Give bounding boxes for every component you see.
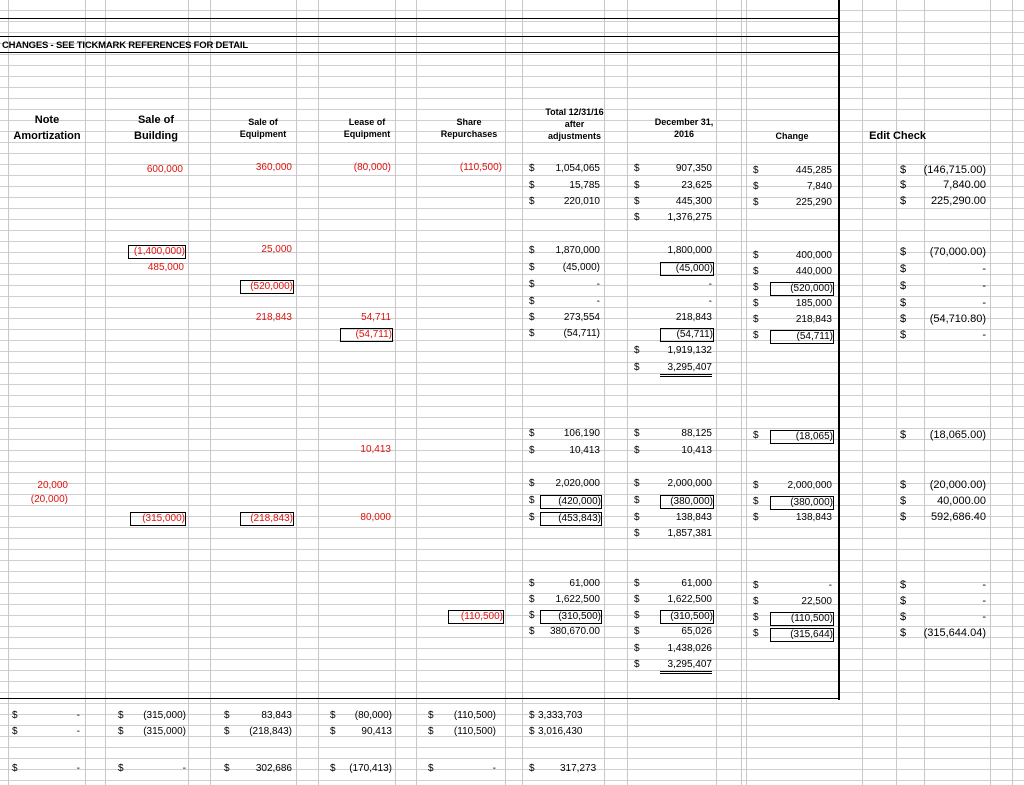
- cell-value[interactable]: 400,000: [795, 250, 832, 261]
- edit-check-currency[interactable]: $: [900, 246, 907, 258]
- edit-check-value[interactable]: 592,686.40: [930, 511, 986, 523]
- cell-value[interactable]: -: [76, 726, 80, 737]
- currency-symbol[interactable]: $: [529, 279, 535, 290]
- cell-value[interactable]: (315,000): [143, 726, 186, 737]
- cell-value[interactable]: 25,000: [261, 244, 292, 255]
- grid-line: [1012, 0, 1013, 785]
- currency-symbol[interactable]: $: [634, 428, 640, 439]
- edit-check-currency[interactable]: $: [900, 511, 907, 523]
- cell-value[interactable]: -: [708, 279, 712, 290]
- edit-check-value[interactable]: (20,000.00): [929, 479, 986, 491]
- cell-value[interactable]: (380,000): [770, 496, 834, 510]
- currency-symbol[interactable]: $: [529, 726, 535, 737]
- cell-value[interactable]: -: [828, 580, 832, 591]
- currency-symbol[interactable]: $: [634, 362, 640, 373]
- edit-check-currency[interactable]: $: [900, 164, 907, 176]
- edit-check-currency[interactable]: $: [900, 479, 907, 491]
- edit-check-currency[interactable]: $: [900, 611, 907, 623]
- cell-value[interactable]: 1,622,500: [555, 594, 600, 605]
- currency-symbol[interactable]: $: [634, 610, 640, 621]
- currency-symbol[interactable]: $: [529, 328, 535, 339]
- cell-value[interactable]: 1,857,381: [667, 528, 712, 539]
- grid-line: [746, 0, 747, 785]
- currency-symbol[interactable]: $: [428, 710, 434, 721]
- currency-symbol[interactable]: $: [753, 596, 759, 607]
- cell-value[interactable]: 88,125: [681, 428, 712, 439]
- column-border: [838, 0, 840, 700]
- cell-value[interactable]: 907,350: [675, 163, 712, 174]
- currency-symbol[interactable]: $: [529, 245, 535, 256]
- cell-value[interactable]: 2,000,000: [667, 478, 712, 489]
- currency-symbol[interactable]: $: [753, 496, 759, 507]
- header-sale-of-equipment[interactable]: [210, 116, 316, 140]
- currency-symbol[interactable]: $: [529, 512, 535, 523]
- cell-value[interactable]: 1,870,000: [555, 245, 600, 256]
- cell-value[interactable]: 10,413: [681, 445, 712, 456]
- cell-value[interactable]: 138,843: [675, 512, 712, 523]
- grid-line: [896, 0, 897, 785]
- cell-value[interactable]: 273,554: [563, 312, 600, 323]
- edit-check-value[interactable]: 225,290.00: [930, 195, 986, 207]
- edit-check-currency[interactable]: $: [900, 595, 907, 607]
- currency-symbol[interactable]: $: [529, 763, 535, 774]
- edit-check-value[interactable]: -: [982, 595, 986, 607]
- cell-value[interactable]: 440,000: [795, 266, 832, 277]
- edit-check-currency[interactable]: $: [900, 429, 907, 441]
- currency-symbol[interactable]: $: [529, 196, 535, 207]
- cell-value[interactable]: 485,000: [147, 262, 184, 273]
- currency-symbol[interactable]: $: [753, 266, 759, 277]
- header-edit-check[interactable]: [862, 128, 926, 144]
- header-label: Sale of Equipment: [239, 117, 287, 139]
- cell-value[interactable]: 218,843: [795, 314, 832, 325]
- grid-line: [862, 0, 863, 785]
- border-line: [0, 18, 838, 19]
- currency-symbol[interactable]: $: [529, 478, 535, 489]
- cell-value[interactable]: (110,500): [770, 612, 834, 626]
- header-label: Note Amortization: [13, 114, 81, 142]
- cell-value[interactable]: 218,843: [675, 312, 712, 323]
- currency-symbol[interactable]: $: [529, 710, 535, 721]
- currency-symbol[interactable]: $: [753, 430, 759, 441]
- cell-value[interactable]: -: [596, 296, 600, 307]
- edit-check-currency[interactable]: $: [900, 195, 907, 207]
- currency-symbol[interactable]: $: [634, 626, 640, 637]
- cell-value[interactable]: (45,000): [562, 262, 600, 273]
- currency-symbol[interactable]: $: [753, 298, 759, 309]
- edit-check-currency[interactable]: $: [900, 179, 907, 191]
- cell-value[interactable]: 218,843: [255, 312, 292, 323]
- header-label: Lease of Equipment: [343, 117, 391, 139]
- header-note-amortization[interactable]: [8, 112, 86, 144]
- currency-symbol[interactable]: $: [224, 763, 230, 774]
- grid-line: [924, 0, 925, 785]
- cell-value[interactable]: 3,333,703: [538, 710, 583, 721]
- cell-value[interactable]: 317,273: [560, 763, 597, 774]
- cell-value[interactable]: 80,000: [360, 512, 391, 523]
- currency-symbol[interactable]: $: [634, 478, 640, 489]
- border-line: [0, 36, 838, 37]
- currency-symbol[interactable]: $: [753, 480, 759, 491]
- currency-symbol[interactable]: $: [529, 495, 535, 506]
- edit-check-value[interactable]: 7,840.00: [943, 179, 986, 191]
- cell-value[interactable]: 445,285: [795, 165, 832, 176]
- cell-value[interactable]: 7,840: [806, 181, 832, 192]
- cell-value[interactable]: 360,000: [255, 162, 292, 173]
- currency-symbol[interactable]: $: [753, 330, 759, 341]
- edit-check-value[interactable]: (146,715.00): [923, 164, 986, 176]
- cell-value[interactable]: (170,413): [349, 763, 392, 774]
- currency-symbol[interactable]: $: [330, 710, 336, 721]
- cell-value[interactable]: (310,500): [660, 610, 714, 624]
- header-label: Change: [775, 131, 809, 141]
- cell-value[interactable]: 83,843: [261, 710, 292, 721]
- currency-symbol[interactable]: $: [529, 428, 535, 439]
- header-label: December 31, 2016: [654, 117, 714, 139]
- cell-value[interactable]: 61,000: [681, 578, 712, 589]
- currency-symbol[interactable]: $: [753, 314, 759, 325]
- cell-value[interactable]: (110,500): [459, 162, 502, 173]
- cell-value[interactable]: (453,843): [540, 512, 602, 526]
- currency-symbol[interactable]: $: [529, 180, 535, 191]
- edit-check-value[interactable]: (315,644.04): [923, 627, 986, 639]
- edit-check-value[interactable]: (18,065.00): [929, 429, 986, 441]
- cell-value[interactable]: 23,625: [681, 180, 712, 191]
- cell-value[interactable]: (218,843): [240, 512, 294, 526]
- currency-symbol[interactable]: $: [428, 763, 434, 774]
- currency-symbol[interactable]: $: [529, 578, 535, 589]
- cell-value[interactable]: 20,000: [37, 480, 68, 491]
- currency-symbol[interactable]: $: [12, 726, 18, 737]
- border-line: [0, 698, 838, 699]
- sheet-title: CHANGES - SEE TICKMARK REFERENCES FOR DETAIL: [2, 40, 248, 51]
- cell-value[interactable]: 10,413: [360, 444, 391, 455]
- edit-check-currency[interactable]: $: [900, 495, 907, 507]
- header-sale-of-building[interactable]: [105, 112, 207, 144]
- edit-check-currency[interactable]: $: [900, 579, 907, 591]
- currency-symbol[interactable]: $: [224, 710, 230, 721]
- currency-symbol[interactable]: $: [12, 710, 18, 721]
- cell-value[interactable]: (110,500): [448, 610, 504, 624]
- cell-value[interactable]: 185,000: [795, 298, 832, 309]
- cell-value[interactable]: 1,919,132: [667, 345, 712, 356]
- cell-value[interactable]: (520,000): [240, 280, 294, 294]
- header-share-repurchases[interactable]: [416, 116, 522, 140]
- cell-value[interactable]: 54,711: [361, 312, 391, 323]
- currency-symbol[interactable]: $: [634, 212, 640, 223]
- cell-value[interactable]: (520,000): [770, 282, 834, 296]
- header-label: Share Repurchases: [440, 117, 498, 139]
- currency-symbol[interactable]: $: [634, 163, 640, 174]
- currency-symbol[interactable]: $: [753, 282, 759, 293]
- header-label: Edit Check: [869, 130, 926, 142]
- cell-value[interactable]: (80,000): [354, 710, 392, 721]
- currency-symbol[interactable]: $: [529, 296, 535, 307]
- cell-value[interactable]: 106,190: [563, 428, 600, 439]
- cell-value[interactable]: (54,711): [563, 328, 600, 339]
- cell-value[interactable]: (218,843): [249, 726, 292, 737]
- currency-symbol[interactable]: $: [634, 196, 640, 207]
- cell-value[interactable]: (110,500): [453, 726, 496, 737]
- edit-check-value[interactable]: -: [982, 280, 986, 292]
- cell-value[interactable]: 3,016,430: [538, 726, 583, 737]
- header-label: Total 12/31/16 after adjustments: [545, 107, 604, 141]
- cell-value[interactable]: (80,000): [353, 162, 391, 173]
- cell-value[interactable]: 138,843: [795, 512, 832, 523]
- header-december-31-2016[interactable]: [627, 116, 741, 140]
- header-change[interactable]: [746, 130, 838, 142]
- currency-symbol[interactable]: $: [753, 250, 759, 261]
- cell-value[interactable]: 90,413: [361, 726, 392, 737]
- cell-value[interactable]: 445,300: [675, 196, 712, 207]
- currency-symbol[interactable]: $: [753, 181, 759, 192]
- cell-value[interactable]: 22,500: [801, 596, 832, 607]
- cell-value[interactable]: 1,054,065: [555, 163, 600, 174]
- currency-symbol[interactable]: $: [634, 594, 640, 605]
- cell-value[interactable]: 3,295,407: [660, 659, 712, 674]
- cell-value[interactable]: 2,020,000: [555, 478, 600, 489]
- grid-line: [741, 0, 742, 785]
- cell-value[interactable]: 302,686: [255, 763, 292, 774]
- currency-symbol[interactable]: $: [428, 726, 434, 737]
- edit-check-currency[interactable]: $: [900, 280, 907, 292]
- cell-value[interactable]: 61,000: [569, 578, 600, 589]
- cell-value[interactable]: 220,010: [563, 196, 600, 207]
- currency-symbol[interactable]: $: [224, 726, 230, 737]
- border-line: [0, 52, 838, 53]
- cell-value[interactable]: -: [76, 710, 80, 721]
- cell-value[interactable]: (315,644): [770, 628, 834, 642]
- edit-check-value[interactable]: (70,000.00): [929, 246, 986, 258]
- currency-symbol[interactable]: $: [118, 710, 124, 721]
- cell-value[interactable]: 600,000: [146, 164, 183, 175]
- cell-value[interactable]: (315,000): [130, 512, 186, 526]
- cell-value[interactable]: (110,500): [453, 710, 496, 721]
- currency-symbol[interactable]: $: [330, 763, 336, 774]
- currency-symbol[interactable]: $: [529, 594, 535, 605]
- cell-value[interactable]: (54,711): [770, 330, 834, 344]
- currency-symbol[interactable]: $: [330, 726, 336, 737]
- cell-value[interactable]: -: [76, 763, 80, 774]
- currency-symbol[interactable]: $: [529, 312, 535, 323]
- currency-symbol[interactable]: $: [118, 726, 124, 737]
- cell-value[interactable]: 2,000,000: [787, 480, 832, 491]
- cell-value[interactable]: 65,026: [681, 626, 712, 637]
- currency-symbol[interactable]: $: [634, 495, 640, 506]
- edit-check-currency[interactable]: $: [900, 329, 907, 341]
- cell-value[interactable]: -: [596, 279, 600, 290]
- currency-symbol[interactable]: $: [753, 628, 759, 639]
- currency-symbol[interactable]: $: [529, 163, 535, 174]
- edit-check-currency[interactable]: $: [900, 627, 907, 639]
- edit-check-value[interactable]: -: [982, 329, 986, 341]
- cell-value[interactable]: -: [708, 296, 712, 307]
- edit-check-currency[interactable]: $: [900, 313, 907, 325]
- cell-value[interactable]: (310,500): [540, 610, 602, 624]
- cell-value[interactable]: (54,711): [340, 328, 393, 342]
- currency-symbol[interactable]: $: [634, 578, 640, 589]
- cell-value[interactable]: (18,065): [770, 430, 834, 444]
- cell-value[interactable]: (315,000): [143, 710, 186, 721]
- edit-check-value[interactable]: -: [982, 579, 986, 591]
- edit-check-value[interactable]: -: [982, 263, 986, 275]
- currency-symbol[interactable]: $: [753, 165, 759, 176]
- cell-value[interactable]: 1,376,275: [667, 212, 712, 223]
- grid-line: [990, 0, 991, 785]
- cell-value[interactable]: (420,000): [540, 495, 602, 509]
- edit-check-currency[interactable]: $: [900, 263, 907, 275]
- cell-value[interactable]: 225,290: [795, 197, 832, 208]
- cell-value[interactable]: 3,295,407: [660, 362, 712, 377]
- currency-symbol[interactable]: $: [12, 763, 18, 774]
- cell-value[interactable]: 15,785: [569, 180, 600, 191]
- edit-check-value[interactable]: (54,710.80): [929, 313, 986, 325]
- cell-value[interactable]: (1,400,000): [128, 245, 186, 259]
- currency-symbol[interactable]: $: [529, 445, 535, 456]
- currency-symbol[interactable]: $: [634, 659, 640, 670]
- cell-value[interactable]: (20,000): [30, 494, 68, 505]
- cell-value[interactable]: (54,711): [660, 328, 714, 342]
- cell-value[interactable]: -: [492, 763, 496, 774]
- edit-check-value[interactable]: -: [982, 297, 986, 309]
- cell-value[interactable]: (45,000): [660, 262, 714, 276]
- cell-value[interactable]: 1,622,500: [667, 594, 712, 605]
- edit-check-value[interactable]: -: [982, 611, 986, 623]
- currency-symbol[interactable]: $: [753, 580, 759, 591]
- currency-symbol[interactable]: $: [118, 763, 124, 774]
- currency-symbol[interactable]: $: [634, 180, 640, 191]
- currency-symbol[interactable]: $: [634, 445, 640, 456]
- cell-value[interactable]: 380,670.00: [549, 626, 600, 637]
- currency-symbol[interactable]: $: [753, 197, 759, 208]
- header-total-after-adjustments[interactable]: [522, 106, 627, 142]
- cell-value[interactable]: (380,000): [660, 495, 714, 509]
- header-lease-of-equipment[interactable]: [318, 116, 416, 140]
- currency-symbol[interactable]: $: [634, 345, 640, 356]
- currency-symbol[interactable]: $: [529, 610, 535, 621]
- currency-symbol[interactable]: $: [634, 512, 640, 523]
- cell-value[interactable]: 1,438,026: [667, 643, 712, 654]
- cell-value[interactable]: -: [182, 763, 186, 774]
- cell-value[interactable]: 10,413: [569, 445, 600, 456]
- currency-symbol[interactable]: $: [753, 512, 759, 523]
- currency-symbol[interactable]: $: [634, 643, 640, 654]
- header-label: Sale of Building: [134, 114, 178, 142]
- edit-check-value[interactable]: 40,000.00: [937, 495, 986, 507]
- cell-value[interactable]: 1,800,000: [667, 245, 712, 256]
- currency-symbol[interactable]: $: [529, 626, 535, 637]
- currency-symbol[interactable]: $: [753, 612, 759, 623]
- edit-check-currency[interactable]: $: [900, 297, 907, 309]
- currency-symbol[interactable]: $: [634, 528, 640, 539]
- currency-symbol[interactable]: $: [529, 262, 535, 273]
